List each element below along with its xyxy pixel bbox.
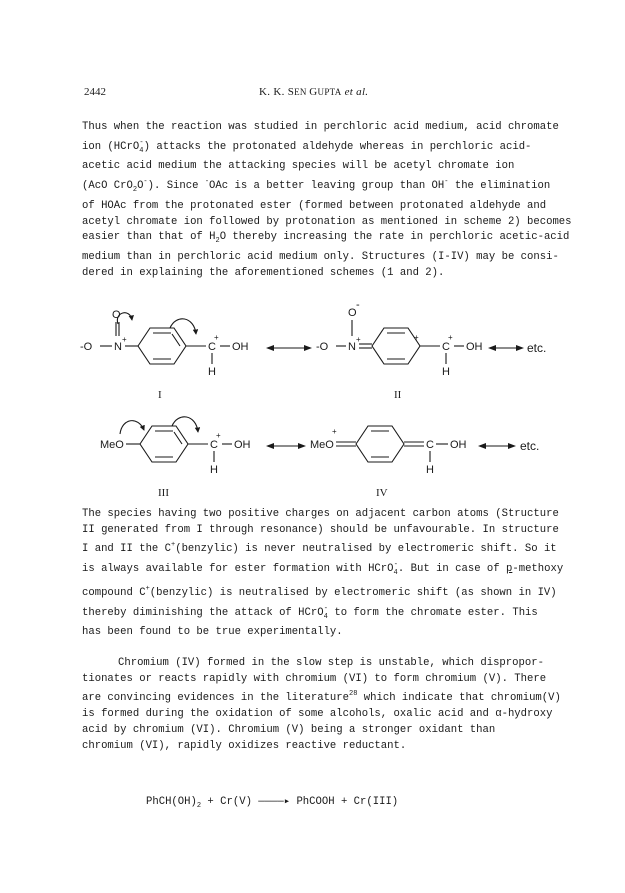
- text-line: easier than that of $H_2O$ thereby increasing the rate in perchloric acetic-acid: [82, 231, 570, 246]
- text-line: ion (HCrO$_4$-) attacks the protonated aldehyde whereas in perchloric acid-: [82, 138, 532, 155]
- label-structure-II: II: [394, 389, 402, 401]
- structure-IV: [310, 426, 467, 498]
- svg-text:O: O: [112, 309, 121, 321]
- text-line: II generated from I through resonance) should be unfavourable. In structure: [82, 523, 559, 536]
- svg-text:O: O: [348, 307, 357, 319]
- reaction-equation: $PhCH(OH)_2 + Cr(V)$ ————▸ PhCOOH + Cr(III): [146, 796, 399, 810]
- text-line: medium than in perchloric acid medium only. Structures (I-IV) may be consi-: [82, 250, 559, 263]
- svg-text:+: +: [356, 335, 361, 344]
- svg-text:N: N: [114, 341, 122, 353]
- svg-text:OH: OH: [232, 341, 249, 353]
- running-author: K. K. SEN GUPTA et al.: [259, 86, 369, 98]
- svg-text:C: C: [426, 439, 434, 451]
- text-line: Chromium (IV) formed in the slow step is unstable, which dispropor-: [118, 657, 544, 669]
- text-line: Thus when the reaction was studied in perchloric acid medium, acid chromate: [82, 121, 559, 133]
- text-line: acid by chromium (VI). Chromium (V) being a stronger oxidant than: [82, 723, 496, 736]
- text-line: chromium (VI), rapidly oxidizes reactive reductant.: [82, 739, 407, 752]
- text-line: dered in explaining the aforementioned schemes (1 and 2).: [82, 266, 445, 279]
- label-structure-IV: IV: [376, 487, 388, 498]
- svg-text:OH: OH: [450, 439, 467, 451]
- text-line: thereby diminishing the attack of HCrO$_4$- to form the chromate ester. This: [82, 604, 538, 621]
- svg-text:-O: -O: [316, 341, 329, 353]
- label-structure-I: I: [158, 389, 162, 401]
- page-number: 2442: [84, 86, 106, 98]
- svg-text:C: C: [442, 341, 450, 353]
- text-line: are convincing evidences in the literature$^{28}$ which indicate that chromium(V): [82, 690, 561, 705]
- structure-II: [316, 299, 483, 401]
- text-line: I and II the C+(benzylic) is never neutralised by electromeric shift. So it: [82, 541, 557, 556]
- svg-text:+: +: [414, 333, 419, 342]
- svg-text:+: +: [216, 431, 221, 440]
- svg-text:C: C: [208, 341, 216, 353]
- svg-text:H: H: [208, 366, 216, 378]
- text-line: acetic acid medium the attacking species will be acetyl chromate ion: [82, 160, 515, 173]
- text-line: has been found to be true experimentally.: [82, 626, 343, 639]
- svg-text:OH: OH: [234, 439, 251, 451]
- svg-text:OH: OH: [466, 341, 483, 353]
- text-line: The species having two positive charges on adjacent carbon atoms (Structure: [82, 508, 559, 520]
- text-line: acetyl chromate ion followed by protonation as mentioned in scheme 2) becomes: [82, 215, 572, 228]
- svg-text:N: N: [348, 341, 356, 353]
- text-line: of HOAc from the protonated ester (formed between protonated aldehyde and: [82, 199, 547, 212]
- svg-text:+: +: [214, 333, 219, 342]
- svg-text:+: +: [122, 335, 127, 344]
- text-line: tionates or reacts rapidly with chromium (VI) to form chromium (V). There: [82, 672, 547, 685]
- running-header: [84, 86, 554, 102]
- svg-text:-: -: [356, 299, 360, 311]
- paragraph-chromium: [82, 656, 560, 754]
- svg-text:C: C: [210, 439, 218, 451]
- svg-text:+: +: [448, 333, 453, 342]
- svg-text:etc.: etc.: [520, 439, 540, 453]
- paragraph-discussion: [82, 507, 564, 641]
- svg-text:-O: -O: [80, 341, 93, 353]
- svg-text:H: H: [442, 366, 450, 378]
- structure-I: [80, 309, 249, 401]
- resonance-structures-drawing: [80, 298, 550, 498]
- svg-text:etc.: etc.: [527, 341, 547, 355]
- svg-text:+: +: [332, 427, 337, 436]
- svg-text:MeO: MeO: [100, 439, 124, 451]
- structure-III: [100, 417, 251, 498]
- label-structure-III: III: [158, 487, 169, 498]
- text-line: is always available for ester formation with HCrO$_4$-. But in case of p-methoxy: [82, 561, 564, 578]
- text-line: (AcO CrO$_2$O-). Since -OAc is a better leaving group than OH- the elimination: [82, 178, 551, 195]
- svg-text:MeO: MeO: [310, 439, 334, 451]
- svg-text:H: H: [426, 464, 434, 476]
- text-line: is formed during the oxidation of some alcohols, oxalic acid and α-hydroxy: [82, 708, 553, 721]
- resonance-structures: [80, 298, 550, 498]
- reaction-arrow: ————▸: [258, 796, 291, 808]
- text-line: compound C+(benzylic) is neutralised by electromeric shift (as shown in IV): [82, 584, 557, 599]
- paragraph-mechanism: [82, 120, 572, 281]
- svg-text:H: H: [210, 464, 218, 476]
